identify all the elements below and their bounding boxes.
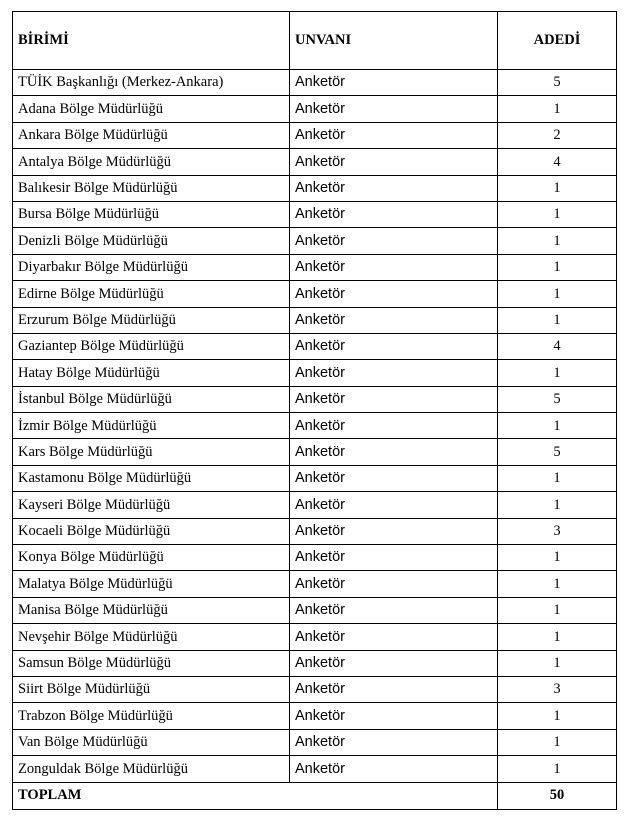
count-cell: 3 [498,518,617,544]
count-cell: 1 [498,703,617,729]
unit-cell: Balıkesir Bölge Müdürlüğü [13,175,290,201]
count-cell: 1 [498,729,617,755]
count-cell: 1 [498,175,617,201]
table-row [13,281,617,307]
unit-cell: Antalya Bölge Müdürlüğü [13,149,290,175]
table-row [13,492,617,518]
table-header-row [13,12,617,70]
count-cell: 1 [498,413,617,439]
title-cell: Anketör [290,254,498,280]
count-cell: 1 [498,756,617,782]
unit-cell: Zonguldak Bölge Müdürlüğü [13,756,290,782]
table-row [13,518,617,544]
count-cell: 1 [498,360,617,386]
table-row [13,307,617,333]
count-cell: 1 [498,281,617,307]
table-row [13,175,617,201]
unit-cell: Kastamonu Bölge Müdürlüğü [13,465,290,491]
unit-cell: Kayseri Bölge Müdürlüğü [13,492,290,518]
count-cell: 1 [498,545,617,571]
table-row [13,254,617,280]
title-cell: Anketör [290,386,498,412]
count-cell: 1 [498,307,617,333]
table-row [13,676,617,702]
title-cell: Anketör [290,465,498,491]
unit-cell: Trabzon Bölge Müdürlüğü [13,703,290,729]
unit-cell: Manisa Bölge Müdürlüğü [13,597,290,623]
table-row [13,465,617,491]
unit-cell: TÜİK Başkanlığı (Merkez-Ankara) [13,70,290,96]
table-row [13,729,617,755]
title-cell: Anketör [290,70,498,96]
table-row [13,545,617,571]
staff-distribution-table [12,11,617,810]
title-cell: Anketör [290,518,498,544]
unit-cell: Erzurum Bölge Müdürlüğü [13,307,290,333]
header-title: UNVANI [290,12,498,70]
count-cell: 1 [498,492,617,518]
count-cell: 1 [498,597,617,623]
title-cell: Anketör [290,756,498,782]
count-cell: 4 [498,149,617,175]
title-cell: Anketör [290,413,498,439]
unit-cell: Kocaeli Bölge Müdürlüğü [13,518,290,544]
count-cell: 1 [498,96,617,122]
table-row [13,228,617,254]
unit-cell: Siirt Bölge Müdürlüğü [13,676,290,702]
count-cell: 1 [498,650,617,676]
title-cell: Anketör [290,439,498,465]
unit-cell: Hatay Bölge Müdürlüğü [13,360,290,386]
unit-cell: İstanbul Bölge Müdürlüğü [13,386,290,412]
table-row [13,333,617,359]
count-cell: 1 [498,571,617,597]
title-cell: Anketör [290,492,498,518]
title-cell: Anketör [290,703,498,729]
unit-cell: Nevşehir Bölge Müdürlüğü [13,624,290,650]
count-cell: 5 [498,386,617,412]
unit-cell: Denizli Bölge Müdürlüğü [13,228,290,254]
count-cell: 1 [498,465,617,491]
unit-cell: Samsun Bölge Müdürlüğü [13,650,290,676]
table-row [13,756,617,782]
total-row [13,782,617,809]
total-label: TOPLAM [13,782,498,809]
count-cell: 1 [498,228,617,254]
title-cell: Anketör [290,122,498,148]
title-cell: Anketör [290,676,498,702]
unit-cell: Diyarbakır Bölge Müdürlüğü [13,254,290,280]
table-row [13,413,617,439]
table-row [13,122,617,148]
title-cell: Anketör [290,149,498,175]
title-cell: Anketör [290,360,498,386]
title-cell: Anketör [290,650,498,676]
count-cell: 1 [498,201,617,227]
table-row [13,597,617,623]
table-row [13,201,617,227]
count-cell: 2 [498,122,617,148]
title-cell: Anketör [290,281,498,307]
title-cell: Anketör [290,175,498,201]
title-cell: Anketör [290,333,498,359]
table-row [13,439,617,465]
title-cell: Anketör [290,597,498,623]
header-count: ADEDİ [498,12,617,70]
count-cell: 3 [498,676,617,702]
count-cell: 1 [498,624,617,650]
count-cell: 4 [498,333,617,359]
header-unit: BİRİMİ [13,12,290,70]
count-cell: 1 [498,254,617,280]
title-cell: Anketör [290,96,498,122]
title-cell: Anketör [290,201,498,227]
unit-cell: Gaziantep Bölge Müdürlüğü [13,333,290,359]
unit-cell: Ankara Bölge Müdürlüğü [13,122,290,148]
unit-cell: Kars Bölge Müdürlüğü [13,439,290,465]
count-cell: 5 [498,70,617,96]
unit-cell: Van Bölge Müdürlüğü [13,729,290,755]
table-row [13,70,617,96]
table-row [13,703,617,729]
title-cell: Anketör [290,545,498,571]
title-cell: Anketör [290,729,498,755]
unit-cell: İzmir Bölge Müdürlüğü [13,413,290,439]
table-row [13,571,617,597]
title-cell: Anketör [290,624,498,650]
unit-cell: Edirne Bölge Müdürlüğü [13,281,290,307]
table-row [13,149,617,175]
table-row [13,624,617,650]
count-cell: 5 [498,439,617,465]
table-row [13,650,617,676]
table-row [13,360,617,386]
table-row [13,96,617,122]
table-body [13,70,617,783]
table-row [13,386,617,412]
total-count: 50 [498,782,617,809]
unit-cell: Konya Bölge Müdürlüğü [13,545,290,571]
title-cell: Anketör [290,228,498,254]
title-cell: Anketör [290,307,498,333]
unit-cell: Adana Bölge Müdürlüğü [13,96,290,122]
unit-cell: Malatya Bölge Müdürlüğü [13,571,290,597]
title-cell: Anketör [290,571,498,597]
unit-cell: Bursa Bölge Müdürlüğü [13,201,290,227]
